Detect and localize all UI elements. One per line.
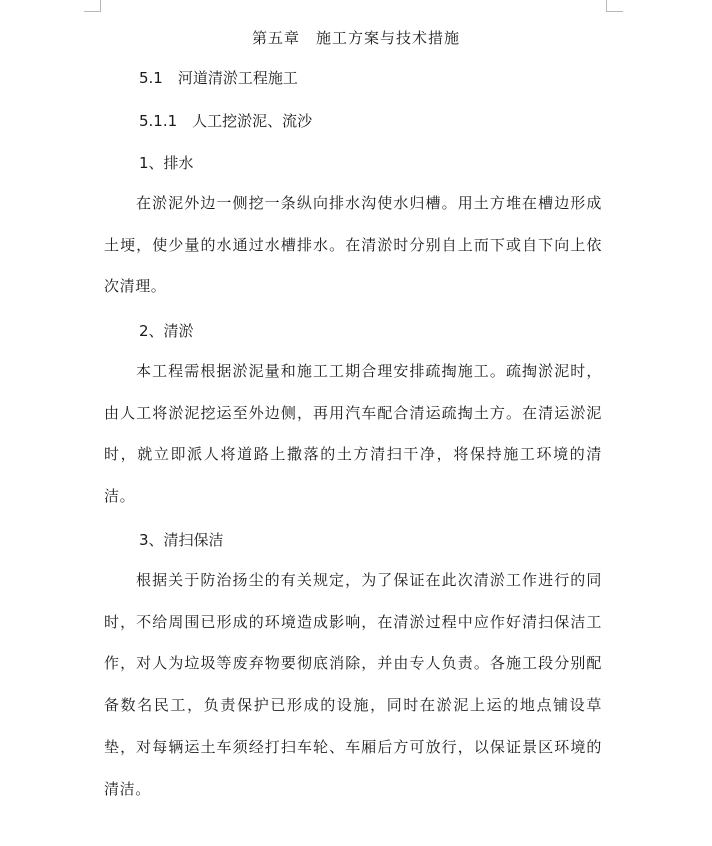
paragraph-drainage: 在淤泥外边一侧挖一条纵向排水沟使水归槽。用土方堆在槽边形成土埂，使少量的水通过水槽排水。在清淤时分别自上而下或自下向上依次清理。 [104,194,602,296]
item-heading-dredging: 2、清淤 [139,322,194,340]
item-heading-drainage: 1、排水 [139,154,194,172]
item-heading-cleaning: 3、清扫保洁 [139,531,224,549]
paragraph-dredging: 本工程需根据淤泥量和施工工期合理安排疏掏施工。疏掏淤泥时，由人工将淤泥挖运至外边侧，再用汽车配合清运疏掏土方。在清运淤泥时，就立即派人将道路上撒落的土方清扫干净，将保持施工环境的清洁。 [104,362,602,506]
crop-mark-top-right [607,11,623,12]
chapter-title: 第五章 施工方案与技术措施 [251,29,460,47]
section-heading-5-1: 5.1 河道清淤工程施工 [139,69,298,87]
crop-mark-top-left [84,11,100,12]
section-heading-5-1-1: 5.1.1 人工挖淤泥、流沙 [139,112,313,130]
crop-mark-top-left [100,0,101,12]
paragraph-cleaning: 根据关于防治扬尘的有关规定，为了保证在此次清淤工作进行的同时，不给周围已形成的环境造成影响，在清淤过程中应作好清扫保洁工作，对人为垃圾等废弃物要彻底消除，并由专人负责。各施工段分别配备数名民工，负责保护已形成的设施，同时在淤泥上运的地点铺设草垫，对每辆运土车须经打扫车轮、车厢后方可放行，以保证景区环境的清洁。 [104,571,602,798]
